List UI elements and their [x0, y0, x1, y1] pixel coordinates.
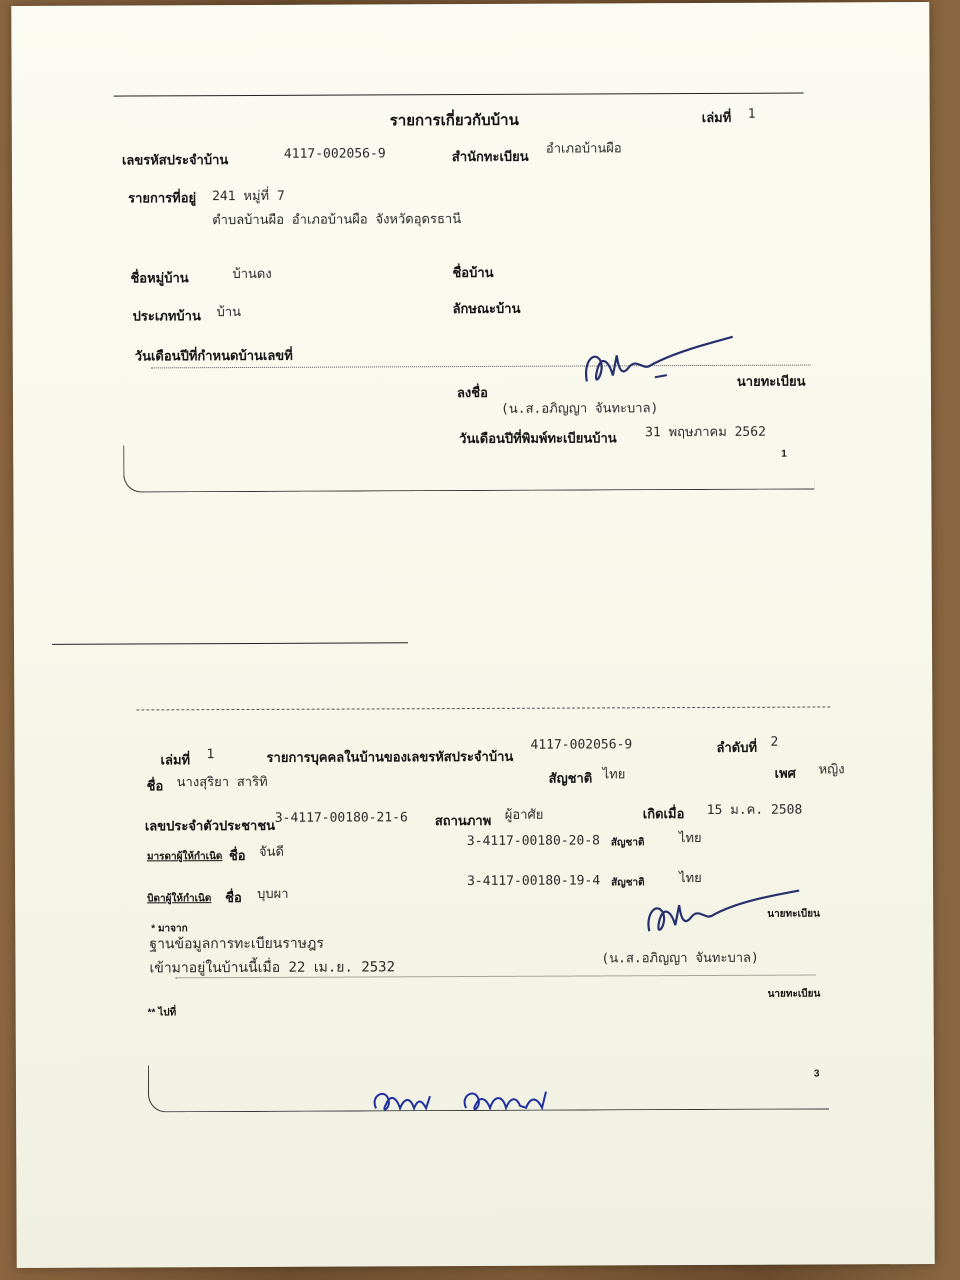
- address-label: รายการที่อยู่: [128, 190, 197, 206]
- sex-label: เพศ: [774, 765, 796, 781]
- sex-value: หญิง: [818, 762, 845, 778]
- mother-nationality-label: สัญชาติ: [610, 837, 645, 849]
- father-id: 3-4117-00180-19-4: [467, 873, 601, 890]
- bottom-page-no: 3: [813, 1068, 820, 1080]
- print-date-label: วันเดือนปีที่พิมพ์ทะเบียนบ้าน: [459, 430, 617, 447]
- mother-id: 3-4117-00180-20-8: [466, 833, 600, 850]
- nationality-label: สัญชาติ: [548, 770, 593, 786]
- house-name-label: ชื่อบ้าน: [452, 264, 494, 281]
- house-book-no: 1: [747, 106, 756, 122]
- person-house-code: 4117-002056-9: [530, 737, 633, 753]
- from-label: * มาจาก: [151, 923, 188, 935]
- address-line1: 241 หมู่ที่ 7: [212, 188, 285, 205]
- registrar-title-top: นายทะเบียน: [736, 373, 806, 389]
- registrar-name-top: (น.ส.อภิญญา จันทะบาล): [500, 401, 659, 417]
- seq-label: ลำดับที่: [716, 739, 758, 755]
- father-label: บิดาผู้ให้กำเนิด: [147, 893, 212, 905]
- house-feature-label: ลักษณะบ้าน: [452, 300, 521, 317]
- bottom-card-bottom-border: [148, 1062, 829, 1112]
- father-nationality: ไทย: [679, 871, 702, 887]
- person-name-label: ชื่อ: [146, 778, 164, 794]
- print-date: 31 พฤษภาคม 2562: [645, 424, 766, 441]
- house-type-label: ประเภทบ้าน: [132, 308, 201, 324]
- registry-office: อำเภอบ้านผือ: [545, 141, 622, 157]
- birth-date: 15 ม.ค. 2508: [706, 802, 803, 818]
- status-value: ผู้อาศัย: [504, 807, 544, 823]
- bottom-card-top-dashed: [136, 706, 830, 710]
- seq-no: 2: [770, 734, 779, 750]
- top-card-bottom-border: [123, 443, 814, 493]
- registrar-title-bottom: นายทะเบียน: [767, 908, 820, 920]
- to-label: ** ไปที่: [147, 1007, 177, 1019]
- village-value: บ้านดง: [232, 266, 272, 283]
- mother-name-label: ชื่อ: [228, 847, 246, 864]
- mother-name: จันดี: [258, 844, 284, 860]
- person-book-no: 1: [206, 747, 215, 763]
- house-book-label: เล่มที่: [701, 109, 732, 125]
- id-number: 3-4117-00180-21-6: [274, 810, 408, 826]
- nationality-value: ไทย: [602, 767, 626, 783]
- father-name-label: ชื่อ: [225, 890, 242, 906]
- house-type-value: บ้าน: [216, 305, 242, 321]
- person-record-title: รายการบุคคลในบ้านของเลขรหัสประจำบ้าน: [266, 748, 514, 765]
- house-code: 4117-002056-9: [283, 146, 386, 162]
- mother-label: มารดาผู้ให้กำเนิด: [146, 851, 223, 863]
- from-line2: เข้ามาอยู่ในบ้านนี้เมื่อ 22 เม.ย. 2532: [149, 959, 396, 977]
- registrar-signature-top: [573, 331, 743, 402]
- father-name: บุบผา: [257, 886, 289, 902]
- top-page-no: 1: [781, 448, 787, 460]
- sign-label: ลงชื่อ: [456, 384, 488, 401]
- top-card-rule: [114, 93, 804, 97]
- page-separator-line: [52, 642, 408, 645]
- registrar-name-bottom: (น.ส.อภิญญา จันทะบาล): [601, 950, 759, 967]
- status-label: สถานภาพ: [434, 812, 492, 829]
- house-record-title: รายการเกี่ยวกับบ้าน: [389, 111, 519, 130]
- house-code-label: เลขรหัสประจำบ้าน: [121, 152, 229, 168]
- father-nationality-label: สัญชาติ: [611, 877, 645, 889]
- address-line2: ตำบลบ้านผือ อำเภอบ้านผือ จังหวัดอุดรธานี: [212, 212, 462, 229]
- birth-label: เกิดเมื่อ: [642, 806, 685, 822]
- person-book-label: เล่มที่: [160, 752, 191, 768]
- registrar-title-bottom-2: นายทะเบียน: [767, 988, 821, 1000]
- document-page: [11, 2, 934, 1268]
- id-label: เลขประจำตัวประชาชน: [144, 817, 276, 834]
- from-line1: ฐานข้อมูลการทะเบียนราษฎร: [149, 935, 324, 953]
- assign-date-label: วันเดือนปีที่กำหนดบ้านเลขที่: [134, 347, 293, 364]
- village-label: ชื่อหมู่บ้าน: [130, 270, 189, 286]
- registry-office-label: สำนักทะเบียน: [451, 148, 529, 165]
- mother-nationality: ไทย: [678, 831, 702, 847]
- person-name: นางสุริยา สาริทิ: [176, 774, 268, 791]
